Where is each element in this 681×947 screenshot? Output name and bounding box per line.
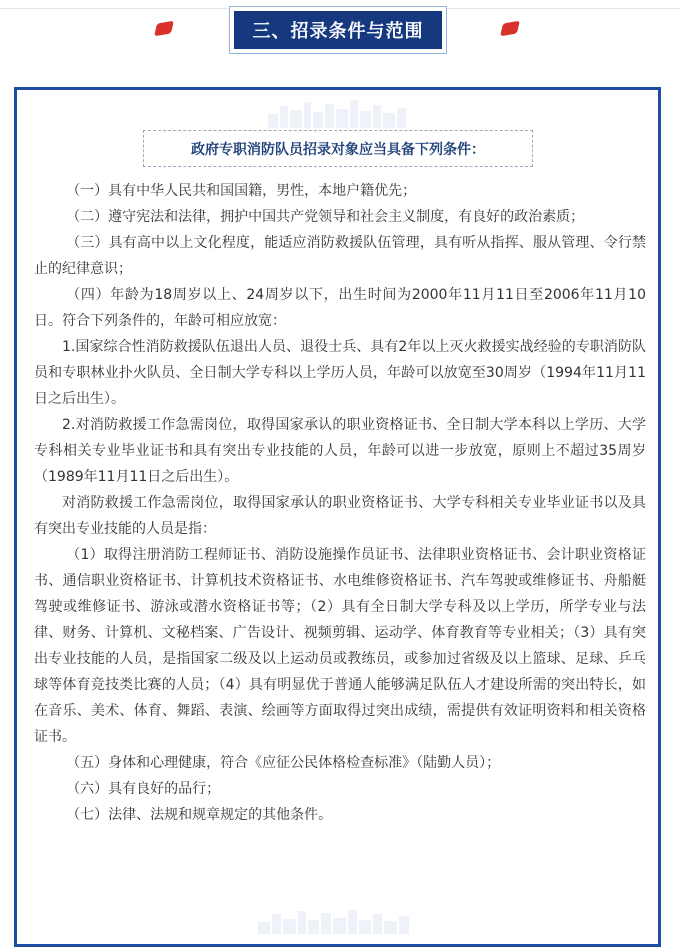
age-exception-1: 1.国家综合性消防救援队伍退出人员、退役士兵、具有2年以上灭火救援实战经验的专职消防队员和专职林业扑火队员、全日制大学专科以上学历人员，年龄可以放宽至30周岁（1994年11月11日之后出生）。	[34, 339, 646, 407]
skyline-watermark-bottom	[258, 910, 418, 934]
requirement-7: （七）法律、法规和规章规定的其他条件。	[66, 807, 333, 823]
requirement-3: （三）具有高中以上文化程度，能适应消防救援队伍管理，具有听从指挥、服从管理、令行禁止的纪律意识；	[34, 235, 646, 277]
requirements-subtitle: 政府专职消防队员招录对象应当具备下列条件：	[143, 130, 533, 167]
requirement-1: （一）具有中华人民共和国国籍，男性，本地户籍优先；	[66, 183, 417, 199]
urgent-post-details: （1）取得注册消防工程师证书、消防设施操作员证书、法律职业资格证书、会计职业资格证书、通信职业资格证书、计算机技术资格证书、水电维修资格证书、汽车驾驶或维修证书、舟船艇驾驶或维修证书、游泳或潜水资格证书等；（2）具有全日制大学专科及以上学历，所学专业与法律、财务、计算机、文秘档案、广告设计、视频剪辑、运动学、体育教育等专业相关；（3）具有突出专业技能的人员，是指国家二级及以上运动员或教练员，或参加过省级及以上篮球、足球、乒乓球等体育竞技类比赛的人员；（4）具有明显优于普通人能够满足队伍人才建设所需的突出特长，如在音乐、美术、体育、舞蹈、表演、绘画等方面取得过突出成绩，需提供有效证明资料和相关资格证书。	[34, 547, 646, 745]
red-decoration-right	[500, 21, 520, 37]
requirement-6: （六）具有良好的品行；	[66, 781, 221, 797]
age-exception-2: 2.对消防救援工作急需岗位，取得国家承认的职业资格证书、全日制大学本科以上学历、大学专科相关专业毕业证书和具有突出专业技能的人员，年龄可以进一步放宽，原则上不超过35周岁（1989年11月11日之后出生）。	[34, 417, 646, 485]
skyline-watermark-top	[268, 100, 408, 128]
requirement-4: （四）年龄为18周岁以上、24周岁以下，出生时间为2000年11月11日至2006年11月10日。符合下列条件的，年龄可相应放宽：	[34, 287, 646, 329]
section-title-banner	[229, 6, 447, 54]
requirement-5: （五）身体和心理健康，符合《应征公民体格检查标准》（陆勤人员）；	[66, 755, 501, 771]
section-title: 三、招录条件与范围	[234, 11, 442, 49]
requirements-body	[34, 178, 646, 828]
requirement-2: （二）遵守宪法和法律，拥护中国共产党领导和社会主义制度，有良好的政治素质；	[66, 209, 585, 225]
red-decoration-left	[154, 21, 174, 37]
urgent-post-definition: 对消防救援工作急需岗位，取得国家承认的职业资格证书、大学专科相关专业毕业证书以及具有突出专业技能的人员是指：	[34, 495, 646, 537]
